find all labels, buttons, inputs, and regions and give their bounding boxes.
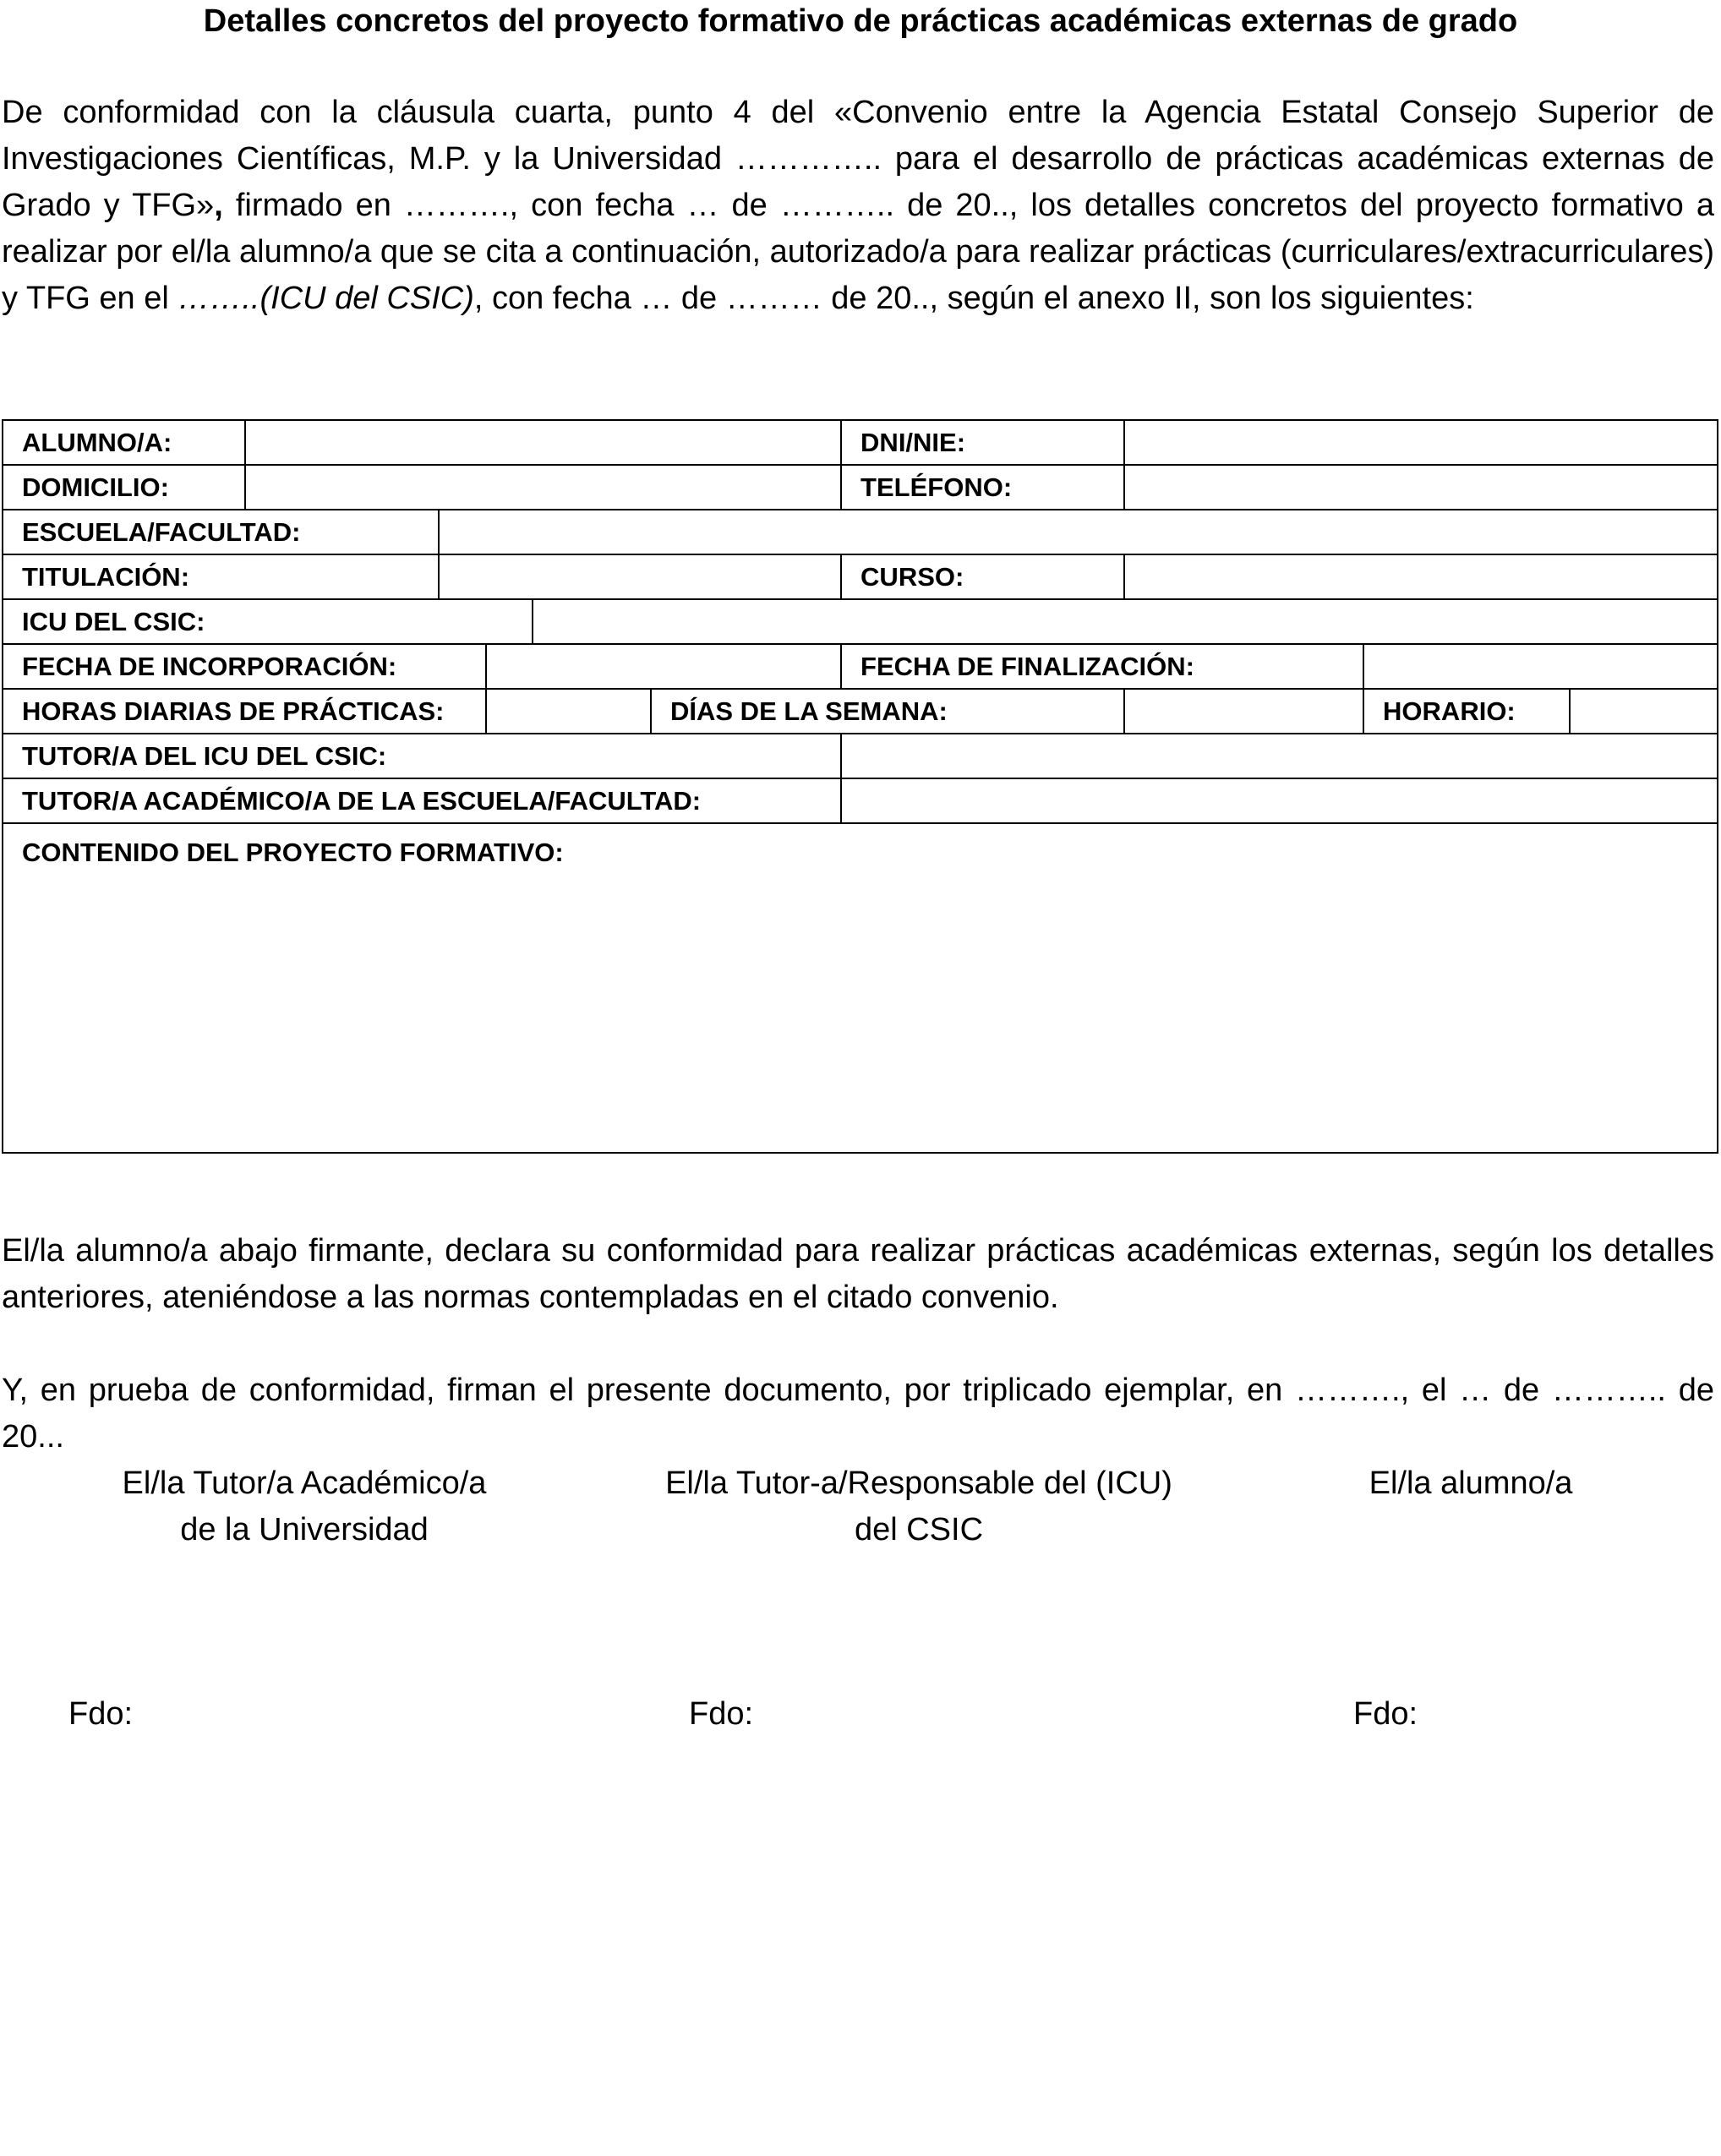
row-domicilio	[3, 465, 1718, 510]
field-dias[interactable]	[1124, 689, 1363, 734]
intro-paragraph	[2, 90, 1714, 322]
intro-text-2: firmado en ………., con fecha … de ……….. de 20.., los detalles concretos del proyecto formativo a realizar por el/la alumno/a que se cita a continuación, autorizado/a para realizar prácticas (curriculares/extracurriculares) y TFG en el	[2, 188, 1714, 316]
field-tutor-icu[interactable]	[841, 734, 1718, 778]
signature-label-icu-tutor: Fdo:	[689, 1696, 754, 1732]
row-tutor-academico	[3, 778, 1718, 823]
row-alumno	[3, 420, 1718, 465]
signatory-line: de la Universidad	[180, 1512, 429, 1547]
conformity-paragraph: Y, en prueba de conformidad, firman el presente documento, por triplicado ejemplar, en ………., el … de ……….. de 20...	[2, 1373, 1714, 1455]
field-fecha-finalizacion[interactable]	[1363, 644, 1718, 689]
document-title: Detalles concretos del proyecto formativo de prácticas académicas externas de grado	[203, 3, 1518, 39]
intro-icu-placeholder: ……..(ICU del CSIC)	[178, 281, 474, 316]
field-tutor-academico[interactable]	[841, 778, 1718, 823]
field-horario[interactable]	[1570, 689, 1718, 734]
label-contenido: CONTENIDO DEL PROYECTO FORMATIVO:	[22, 838, 564, 867]
field-escuela[interactable]	[439, 510, 1718, 554]
label-horario: HORARIO:	[1363, 689, 1570, 734]
field-telefono[interactable]	[1124, 465, 1718, 510]
signature-label-academic-tutor: Fdo:	[68, 1696, 134, 1732]
row-tutor-icu	[3, 734, 1718, 778]
signature-label-student: Fdo:	[1353, 1696, 1418, 1732]
row-escuela	[3, 510, 1718, 554]
signatory-line: El/la alumno/a	[1369, 1466, 1573, 1501]
field-dni[interactable]	[1124, 420, 1718, 465]
label-tutor-academico: TUTOR/A ACADÉMICO/A DE LA ESCUELA/FACULTAD:	[3, 778, 841, 823]
label-fecha-finalizacion: FECHA DE FINALIZACIÓN:	[841, 644, 1363, 689]
field-fecha-incorporacion[interactable]	[486, 644, 841, 689]
row-horas	[3, 689, 1718, 734]
label-alumno: ALUMNO/A:	[3, 420, 245, 465]
signatory-line: del CSIC	[854, 1512, 984, 1547]
row-contenido	[3, 823, 1718, 1153]
field-alumno[interactable]	[245, 420, 841, 465]
label-curso: CURSO:	[841, 554, 1124, 599]
field-horas[interactable]	[486, 689, 651, 734]
label-tutor-icu: TUTOR/A DEL ICU DEL CSIC:	[3, 734, 841, 778]
label-horas: HORAS DIARIAS DE PRÁCTICAS:	[3, 689, 486, 734]
project-details-form	[2, 419, 1718, 1154]
declaration-paragraph: El/la alumno/a abajo firmante, declara su conformidad para realizar prácticas académicas externas, según los detalles anteriores, ateniéndose a las normas contempladas en el citado convenio.	[2, 1233, 1714, 1315]
label-escuela: ESCUELA/FACULTAD:	[3, 510, 439, 554]
field-contenido[interactable]	[3, 823, 1718, 1153]
field-domicilio[interactable]	[245, 465, 841, 510]
field-icu[interactable]	[533, 599, 1718, 644]
label-dias: DÍAS DE LA SEMANA:	[651, 689, 1124, 734]
signatory-line: El/la Tutor/a Académico/a	[122, 1466, 487, 1501]
field-curso[interactable]	[1124, 554, 1718, 599]
row-fechas	[3, 644, 1718, 689]
label-dni: DNI/NIE:	[841, 420, 1124, 465]
signatory-line: El/la Tutor-a/Responsable del (ICU)	[665, 1466, 1172, 1501]
label-telefono: TELÉFONO:	[841, 465, 1124, 510]
intro-comma: ,	[214, 188, 223, 223]
row-icu	[3, 599, 1718, 644]
signatory-icu-tutor	[623, 1460, 1215, 1553]
intro-text-1: De conformidad con la cláusula cuarta, punto 4 del «Convenio entre la Agencia Estatal Consejo Superior de Investigaciones Científicas, M.P. y la Universidad ………….. para el desarrollo de prácticas académicas externas de Grado y TFG»	[2, 95, 1714, 223]
label-titulacion: TITULACIÓN:	[3, 554, 439, 599]
intro-text-3: , con fecha … de ……… de 20.., según el anexo II, son los siguientes:	[473, 281, 1474, 316]
signatory-student	[1302, 1460, 1640, 1507]
signatory-academic-tutor	[93, 1460, 516, 1553]
signatories	[0, 1460, 1721, 1562]
label-domicilio: DOMICILIO:	[3, 465, 245, 510]
label-icu: ICU DEL CSIC:	[3, 599, 533, 644]
field-titulacion[interactable]	[439, 554, 841, 599]
row-titulacion	[3, 554, 1718, 599]
label-fecha-incorporacion: FECHA DE INCORPORACIÓN:	[3, 644, 486, 689]
